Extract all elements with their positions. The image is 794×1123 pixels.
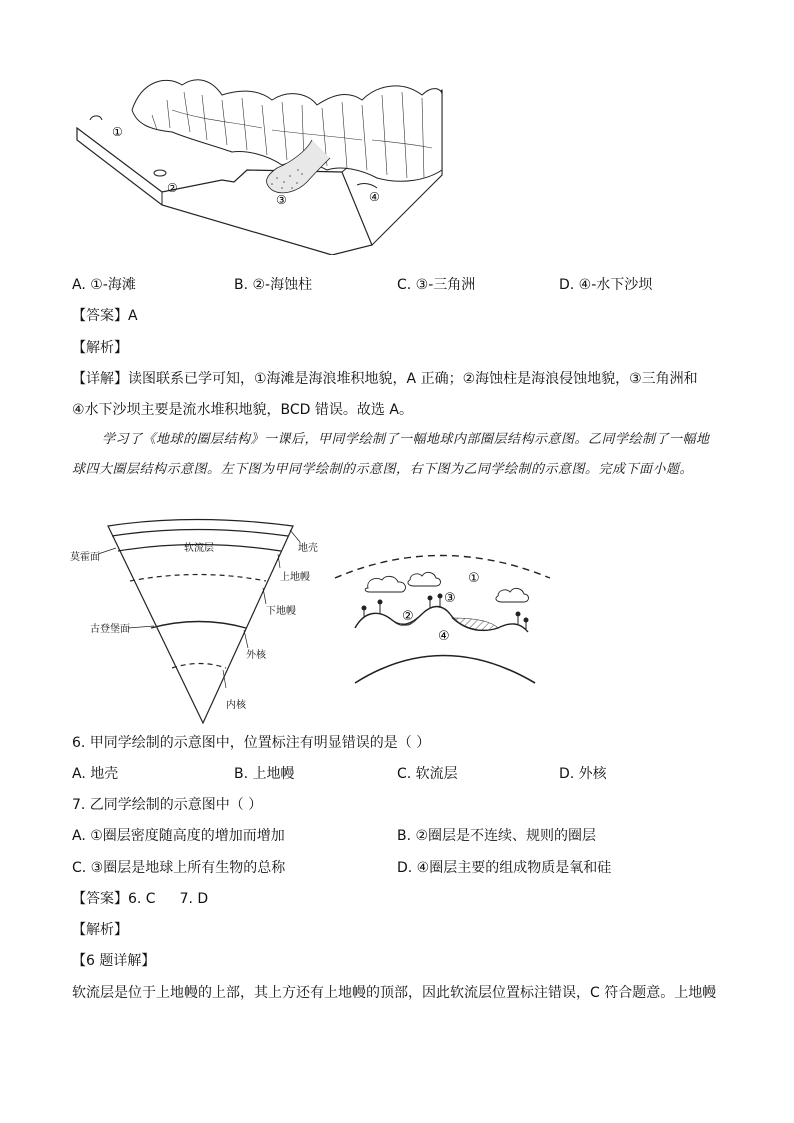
q5-answer: 【答案】A <box>72 308 138 324</box>
coastal-landform-figure <box>72 70 447 255</box>
q6-option-a: A. 地壳 <box>72 766 119 782</box>
label-lower-mantle: 下地幔 <box>266 606 296 617</box>
analysis-heading-2: 【解析】 <box>72 922 128 938</box>
q5-option-a: A. ①-海滩 <box>72 277 136 293</box>
earth-spheres-figure <box>330 548 560 688</box>
earth-interior-figure <box>68 518 338 728</box>
q6-option-b: B. 上地幔 <box>234 766 295 782</box>
label-asthenosphere: 软流层 <box>184 543 214 554</box>
marker-1: ① <box>112 125 123 139</box>
q5-analysis-heading: 【解析】 <box>72 340 128 356</box>
q5-option-c: C. ③-三角洲 <box>397 277 476 293</box>
label-outer-core: 外核 <box>246 650 266 661</box>
cloud-2 <box>408 572 441 586</box>
marker-2: ② <box>167 181 178 195</box>
marker-4: ④ <box>369 190 380 204</box>
marker-3: ③ <box>276 193 287 207</box>
q6-option-d: D. 外核 <box>559 766 607 782</box>
sphere-marker-3: ③ <box>444 591 456 606</box>
q7-option-d: D. ④圈层主要的组成物质是氧和硅 <box>397 860 612 876</box>
label-upper-mantle: 上地幔 <box>280 572 310 583</box>
sphere-marker-4: ④ <box>438 629 450 644</box>
q7-option-b: B. ②圈层是不连续、规则的圈层 <box>397 828 597 844</box>
intro-paragraph: 学习了《地球的圈层结构》一课后，甲同学绘制了一幅地球内部圈层结构示意图。乙同学绘制了一幅地球四大圈层结构示意图。左下图为甲同学绘制的示意图，右下图为乙同学绘制的示意图。完成下面小题。 <box>72 432 710 477</box>
sphere-marker-2: ② <box>402 609 414 624</box>
q5-option-d: D. ④-水下沙坝 <box>559 277 653 293</box>
cloud-1 <box>365 576 405 592</box>
q7-stem: 7. 乙同学绘制的示意图中（ ） <box>72 797 263 813</box>
cloud-3 <box>496 588 529 602</box>
label-crust: 地壳 <box>298 543 318 554</box>
q7-option-c: C. ③圈层是地球上所有生物的总称 <box>72 860 286 876</box>
q6-option-c: C. 软流层 <box>397 766 458 782</box>
answer-7: 7. D <box>179 891 209 907</box>
q5-detail-line-2: ④水下沙坝主要是流水堆积地貌，BCD 错误。故选 A。 <box>72 402 413 418</box>
q7-option-a: A. ①圈层密度随高度的增加而增加 <box>72 828 285 844</box>
q6-stem: 6. 甲同学绘制的示意图中，位置标注有明显错误的是（ ） <box>72 735 431 751</box>
label-moho: 莫霍面 <box>70 552 100 563</box>
label-inner-core: 内核 <box>226 700 246 711</box>
q5-detail-line-1: 【详解】读图联系已学可知，①海滩是海浪堆积地貌，A 正确；②海蚀柱是海浪侵蚀地貌，③三角洲和 <box>72 371 698 387</box>
answers-label: 【答案】 <box>72 891 128 907</box>
answer-6: 6. C <box>128 891 156 907</box>
q6-detail-heading: 【6 题详解】 <box>72 953 156 969</box>
q5-option-b: B. ②-海蚀柱 <box>234 277 313 293</box>
sphere-marker-1: ① <box>468 571 480 586</box>
q6-detail-text: 软流层是位于上地幔的上部，其上方还有上地幔的顶部，因此软流层位置标注错误，C 符合题意。上地幔 <box>72 985 717 1001</box>
label-gutenberg: 古登堡面 <box>90 624 130 635</box>
answers-block <box>72 890 208 908</box>
